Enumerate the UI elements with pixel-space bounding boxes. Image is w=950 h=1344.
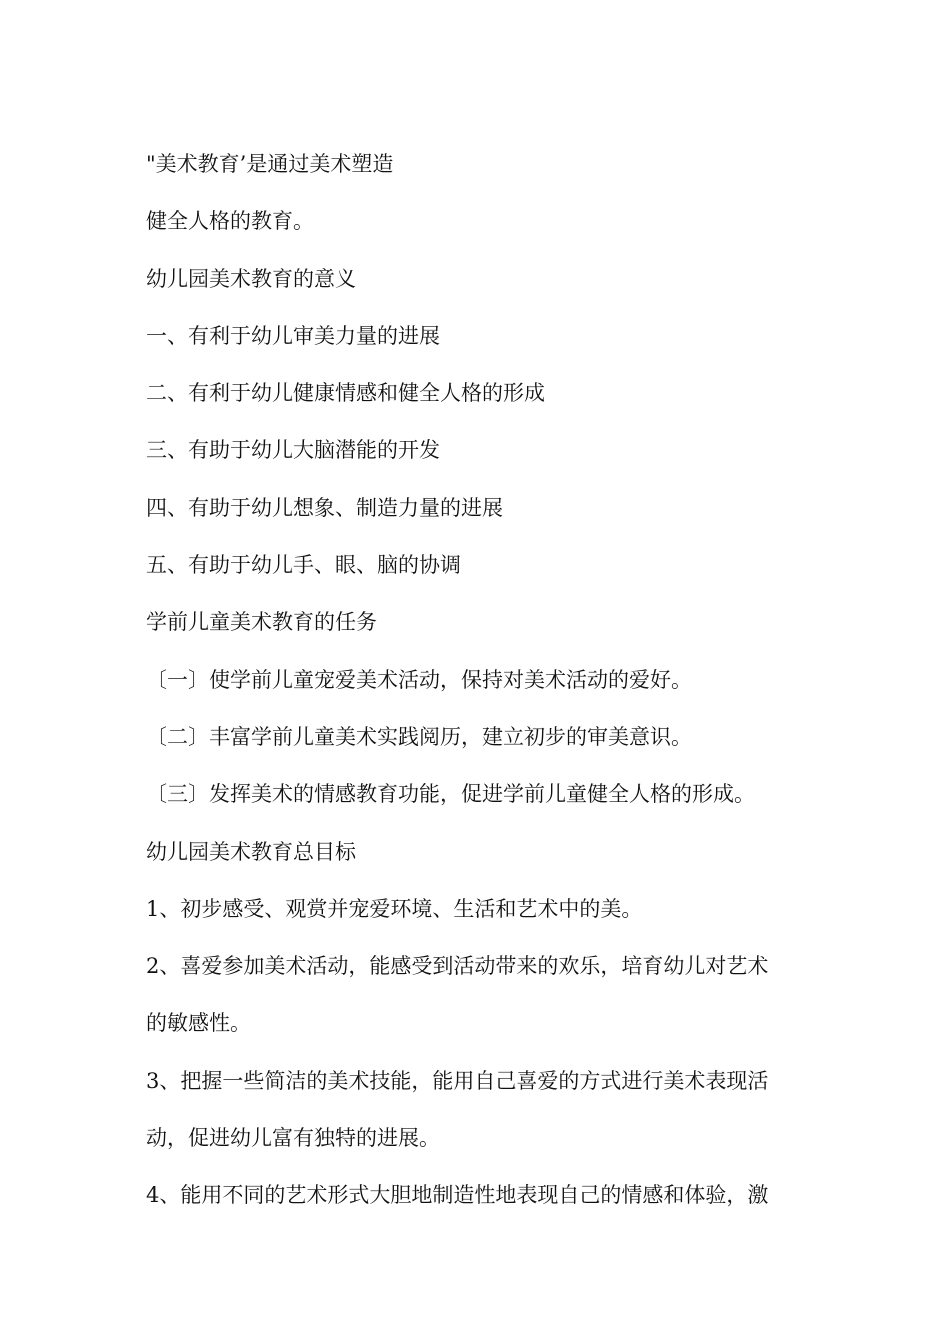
list-item: 1、初步感受、观赏并宠爱环境、生活和艺术中的美。 [146, 896, 643, 921]
list-item: 二、有利于幼儿健康情感和健全人格的形成 [146, 381, 545, 406]
list-item: 〔二〕丰富学前儿童美术实践阅历，建立初步的审美意识。 [146, 724, 692, 749]
list-item: 2、喜爱参加美术活动，能感受到活动带来的欢乐，培育幼儿对艺术 [146, 954, 769, 979]
list-item: 四、有助于幼儿想象、制造力量的进展 [146, 495, 503, 520]
text-line: "美术教育’是通过美术塑造 [146, 152, 394, 176]
list-item: 3、把握一些简洁的美术技能，能用自己喜爱的方式进行美术表现活 [146, 1068, 769, 1093]
list-item: 〔一〕使学前儿童宠爱美术活动，保持对美术活动的爱好。 [146, 667, 692, 692]
text-line: 健全人格的教育。 [146, 209, 314, 234]
list-item: 五、有助于幼儿手、眼、脑的协调 [146, 553, 461, 578]
list-item: 4、能用不同的艺术形式大胆地制造性地表现自己的情感和体验，激 [146, 1183, 769, 1208]
section-heading: 幼儿园美术教育的意义 [146, 266, 356, 291]
list-item-continuation: 的敏感性。 [146, 1011, 251, 1036]
document-body [146, 136, 806, 1225]
list-item: 一、有利于幼儿审美力量的进展 [146, 323, 440, 348]
list-item-continuation: 动，促进幼儿富有独特的进展。 [146, 1126, 440, 1151]
list-item: 三、有助于幼儿大脑潜能的开发 [146, 438, 440, 463]
section-heading: 学前儿童美术教育的任务 [146, 610, 377, 635]
section-heading: 幼儿园美术教育总目标 [146, 839, 356, 864]
list-item: 〔三〕发挥美术的情感教育功能，促进学前儿童健全人格的形成。 [146, 782, 755, 807]
